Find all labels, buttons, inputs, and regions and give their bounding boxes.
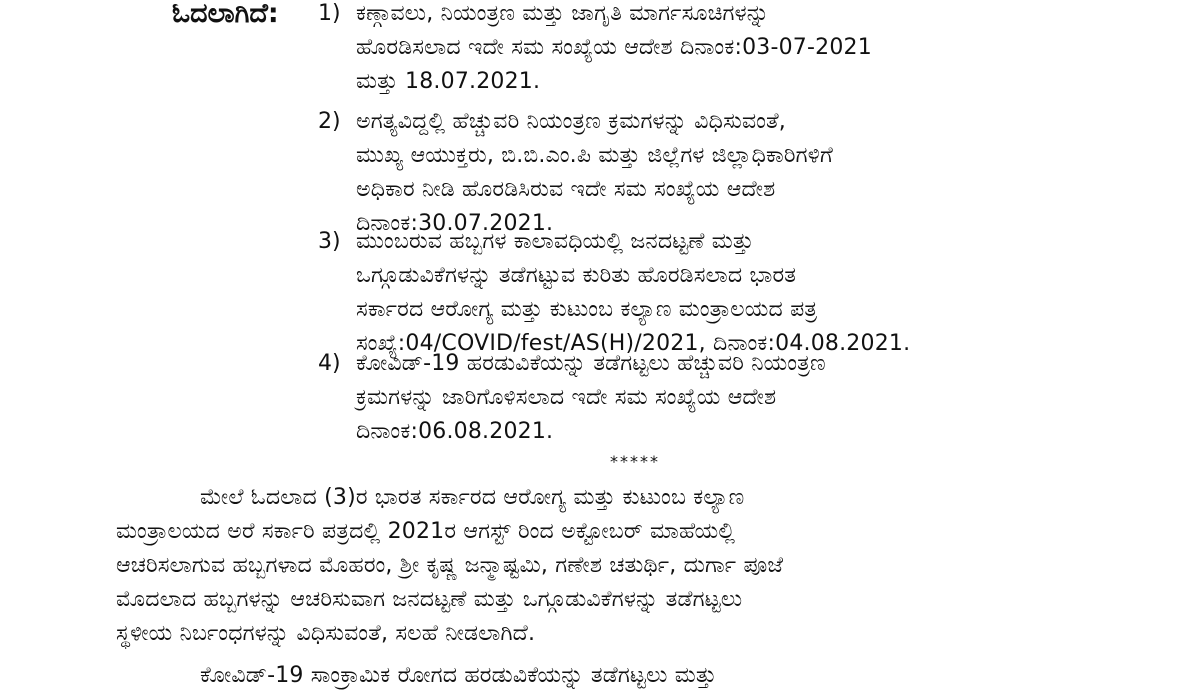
- reference-item-line: ಕೋವಿಡ್-19 ಹರಡುವಿಕೆಯನ್ನು ತಡೆಗಟ್ಟಲು ಹೆಚ್ಚುವರಿ ನಿಯಂತ್ರಣ: [356, 351, 826, 376]
- reference-item-line: ಅಗತ್ಯವಿದ್ದಲ್ಲಿ ಹೆಚ್ಚುವರಿ ನಿಯಂತ್ರಣ ಕ್ರಮಗಳನ್ನು ವಿಧಿಸುವಂತೆ,: [356, 109, 786, 134]
- reference-item-line: ಕಣ್ಗಾವಲು, ನಿಯಂತ್ರಣ ಮತ್ತು ಜಾಗೃತಿ ಮಾರ್ಗಸೂಚಿಗಳನ್ನು: [356, 1, 770, 26]
- reference-item-line: ಅಧಿಕಾರ ನೀಡಿ ಹೊರಡಿಸಿರುವ ಇದೇ ಸಮ ಸಂಖ್ಯೆಯ ಆದೇಶ: [356, 177, 776, 202]
- reference-item-line: ಹೊರಡಿಸಲಾದ ಇದೇ ಸಮ ಸಂಖ್ಯೆಯ ಆದೇಶ ದಿನಾಂಕ:03-07-2021: [356, 35, 872, 60]
- reference-item-line: ಒಗ್ಗೂಡುವಿಕೆಗಳನ್ನು ತಡೆಗಟ್ಟುವ ಕುರಿತು ಹೊರಡಿಸಲಾದ ಭಾರತ: [356, 263, 797, 288]
- paragraph-line: ಸ್ಥಳೀಯ ನಿರ್ಬಂಧಗಳನ್ನು ವಿಧಿಸುವಂತೆ, ಸಲಹೆ ನೀಡಲಾಗಿದೆ.: [116, 621, 536, 646]
- reference-item-number: 1): [318, 1, 341, 26]
- paragraph-line: ಮಂತ್ರಾಲಯದ ಅರೆ ಸರ್ಕಾರಿ ಪತ್ರದಲ್ಲಿ 2021ರ ಆಗಸ್ಟ್ ರಿಂದ ಅಕ್ಟೋಬರ್ ಮಾಹೆಯಲ್ಲಿ: [116, 519, 736, 544]
- reference-item-number: 4): [318, 351, 341, 376]
- paragraph-line: ಆಚರಿಸಲಾಗುವ ಹಬ್ಬಗಳಾದ ಮೊಹರಂ, ಶ್ರೀ ಕೃಷ್ಣ ಜನ್ಮಾಷ್ಟಮಿ, ಗಣೇಶ ಚತುರ್ಥಿ, ದುರ್ಗಾ ಪೂಜೆ: [116, 553, 784, 578]
- reference-item-line: ಸರ್ಕಾರದ ಆರೋಗ್ಯ ಮತ್ತು ಕುಟುಂಬ ಕಲ್ಯಾಣ ಮಂತ್ರಾಲಯದ ಪತ್ರ: [356, 297, 818, 322]
- reference-item-line: ಮತ್ತು 18.07.2021.: [356, 69, 541, 94]
- paragraph-line: ಕೋವಿಡ್-19 ಸಾಂಕ್ರಾಮಿಕ ರೋಗದ ಹರಡುವಿಕೆಯನ್ನು ತಡೆಗಟ್ಟಲು ಮತ್ತು: [200, 663, 717, 688]
- reference-item-number: 2): [318, 109, 341, 134]
- reference-item-line: ದಿನಾಂಕ:06.08.2021.: [356, 419, 554, 444]
- paragraph-line: ಮೊದಲಾದ ಹಬ್ಬಗಳನ್ನು ಆಚರಿಸುವಾಗ ಜನದಟ್ಟಣೆ ಮತ್ತು ಒಗ್ಗೂಡುವಿಕೆಗಳನ್ನು ತಡೆಗಟ್ಟಲು: [116, 587, 743, 612]
- reference-item-number: 3): [318, 229, 341, 254]
- reference-item-line: ಮುಖ್ಯ ಆಯುಕ್ತರು, ಬಿ.ಬಿ.ಎಂ.ಪಿ ಮತ್ತು ಜಿಲ್ಲೆಗಳ ಜಿಲ್ಲಾಧಿಕಾರಿಗಳಿಗೆ: [356, 143, 833, 168]
- paragraph-line: ಮೇಲೆ ಓದಲಾದ (3)ರ ಭಾರತ ಸರ್ಕಾರದ ಆರೋಗ್ಯ ಮತ್ತು ಕುಟುಂಬ ಕಲ್ಯಾಣ: [200, 485, 745, 510]
- reference-label: ಓದಲಾಗಿದೆ:: [172, 0, 279, 29]
- reference-item-line: ಸಂಖ್ಯೆ:04/COVID/fest/AS(H)/2021, ದಿನಾಂಕ:04.08.2021.: [356, 331, 911, 356]
- section-separator: *****: [610, 452, 660, 471]
- reference-item-line: ಕ್ರಮಗಳನ್ನು ಜಾರಿಗೊಳಿಸಲಾದ ಇದೇ ಸಮ ಸಂಖ್ಯೆಯ ಆದೇಶ: [356, 385, 777, 410]
- reference-item-line: ಮುಂಬರುವ ಹಬ್ಬಗಳ ಕಾಲಾವಧಿಯಲ್ಲಿ ಜನದಟ್ಟಣೆ ಮತ್ತು: [356, 229, 754, 254]
- reference-item-line: ದಿನಾಂಕ:30.07.2021.: [356, 211, 554, 236]
